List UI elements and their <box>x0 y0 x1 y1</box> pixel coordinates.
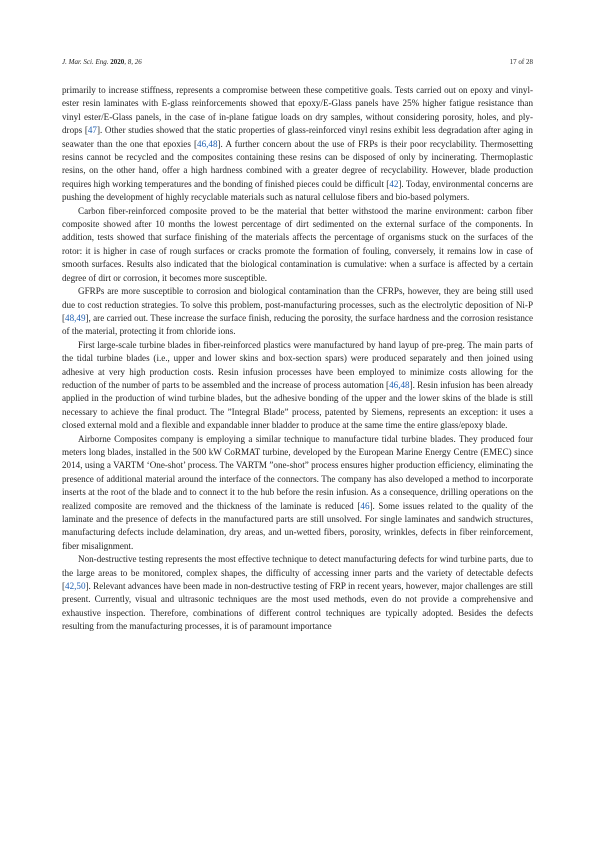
paragraph-text: ]. Relevant advances have been made in non-destructive testing of FRP in recent years, however, major challenges are still present. Currently, visual and ultrasonic techniques are the most used methods, even do not provide a comprehensive and exhaustive inspection. Therefore, combinations of different control techniques are typically adopted. Besides the defects resulting from the manufacturing processes, it is of paramount importance <box>62 581 533 632</box>
page-header <box>62 58 533 70</box>
paragraph-text: ], are carried out. These increase the surface finish, reducing the porosity, the surface hardness and the corrosion resistance of the material, protecting it from chloride ions. <box>62 312 533 337</box>
paragraph <box>62 433 533 554</box>
citation-link[interactable]: 47 <box>87 125 97 136</box>
paragraph <box>62 553 533 633</box>
citation-link[interactable]: 46 <box>360 500 370 511</box>
paragraph-text: GFRPs are more susceptible to corrosion and biological contamination than the CFRPs, however, they are being still used due to cost reduction strategies. To solve this problem, post-manufacturing processes, such as the electrolytic deposition of Ni-P [ <box>62 286 533 323</box>
paragraph-text: Airborne Composites company is employing a similar technique to manufacture tidal turbine blades. They produced four meters long blades, installed in the 500 kW CoRMAT turbine, developed by the European Marine Energy Centre (EMEC) since 2014, using a VARTM ‘One-shot’ process. The VARTM ”one-shot” process ensures higher production efficiency, eliminating the presence of additional material around the interface of the connectors. The company has also developed a method to incorporate inserts at the root of the blade and to connect it to the hub before the resin infusion. As a consequence, drilling operations on the realized composite are removed and the thickness of the laminate is reduced [ <box>62 433 533 511</box>
paragraph-text: Non-destructive testing represents the most effective technique to detect manufacturing defects for wind turbine parts, due to the large areas to be monitored, complex shapes, the difficulty of accessing inner parts and the variety of detectable defects [ <box>62 554 533 592</box>
journal-volume: , 8, 26 <box>124 58 142 66</box>
citation-link[interactable]: 42 <box>389 178 399 189</box>
paragraph-text: Carbon fiber-reinforced composite proved to be the material that better withstood the marine environment: carbon fiber composite showed after 10 months the lowest percentage of dirt sedimented on the external surface of the components. In addition, tests showed that surface finishing of the materials affects the percentage of organisms stuck on the surfaces of the rotor: it is higher in case of rough surfaces or cracks promote the formation of fouling, conversely, it remains low in case of smooth surfaces. Results also indicated that the biological contamination is cumulative: when a surface is affected by a certain degree of dirt or corrosion, it becomes more susceptible. <box>62 205 533 283</box>
article-body <box>62 84 533 634</box>
paragraph <box>62 84 533 205</box>
paragraph <box>62 339 533 433</box>
citation-link[interactable]: 42,50 <box>65 581 86 592</box>
journal-year: 2020 <box>110 58 125 66</box>
citation-link[interactable]: 46,48 <box>389 379 410 390</box>
journal-name: J. Mar. Sci. Eng. <box>62 58 109 66</box>
paragraph-text: ]. Today, environmental concerns are pushing the development of highly recyclable materials such as natural cellulose fibers and bio-based polymers. <box>62 178 533 203</box>
paragraph-text: primarily to increase stiffness, represents a compromise between these competitive goals. Tests carried out on epoxy and vinyl-ester resin laminates with E-glass reinforcements showed that epoxy/E-Glass panels have 25% higher fatigue resistance than vinyl ester/E-Glass panels, in the case of in-plane fatigue loads on dry samples, without considering porosity, holes, and ply-drops [ <box>62 85 533 136</box>
page-number: 17 of 28 <box>509 58 533 66</box>
citation-link[interactable]: 48,49 <box>65 312 86 323</box>
journal-citation <box>62 58 142 66</box>
paragraph-text: ]. Other studies showed that the static properties of glass-reinforced vinyl resins exhibit less degradation after aging in seawater than the one that epoxies [ <box>62 125 533 149</box>
citation-link[interactable]: 46,48 <box>197 138 218 149</box>
paragraph-text: First large-scale turbine blades in fiber-reinforced plastics were manufactured by hand layup of pre-preg. The main parts of the tidal turbine blades (i.e., upper and lower skins and box-section spars) were produced separately and then joined using adhesive at very high production costs. Resin infusion processes have been employed to minimize costs allowing for the reduction of the number of parts to be assembled and the increase of process automation [ <box>62 339 533 390</box>
paragraph <box>62 205 533 285</box>
paragraph-text: ]. Resin infusion has been already applied in the production of wind turbine blades, but the adhesive bonding of the upper and the lower skins of the blade is still necessary to achieve the final product. The ”Integral Blade” process, patented by Siemens, represents an exception: it uses a closed external mold and a flexible and expandable inner bladder to produce at the same time the entire glass/epoxy blade. <box>62 379 533 431</box>
paragraph-text: ]. A further concern about the use of FRPs is their poor recyclability. Thermosetting resins cannot be recycled and the composites containing these resins can be disposed of only by incinerating. Thermoplastic resins, on the other hand, offer a high hardness combined with a greater degree of recyclability. However, blade production requires high working temperatures and the bonding of finished pieces could be difficult [ <box>62 138 533 189</box>
paragraph <box>62 285 533 339</box>
paragraph-text: ]. Some issues related to the quality of the laminate and the presence of defects in the manufactured parts are still unsolved. For single laminates and sandwich structures, manufacturing defects include delamination, dry areas, and un-wetted fibers, porosity, wrinkles, defects in fiber reinforcement, fiber misalignment. <box>62 500 533 551</box>
